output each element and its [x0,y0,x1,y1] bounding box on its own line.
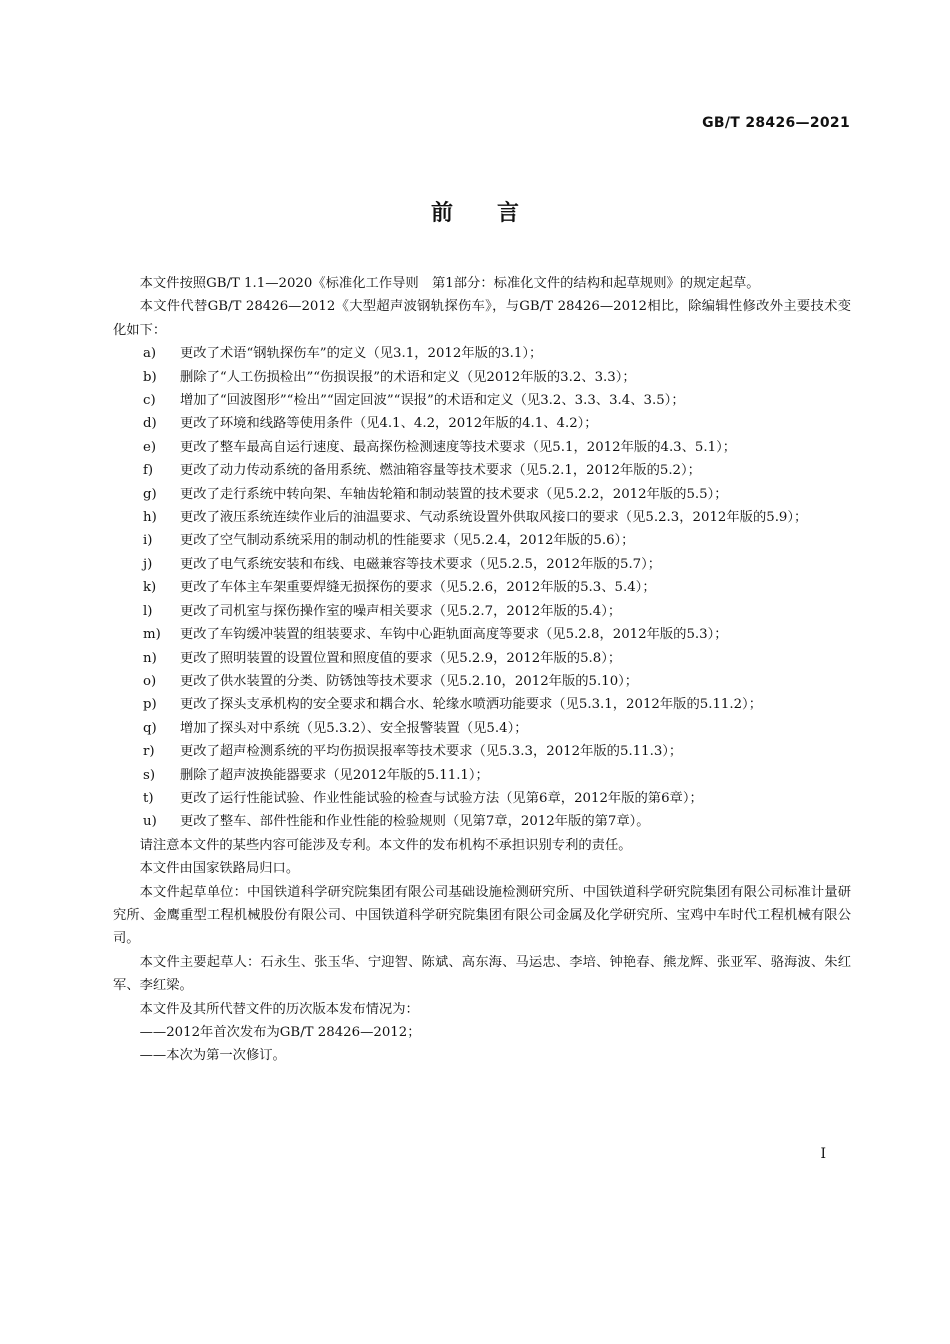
list-marker: g) [143,486,157,502]
list-item [113,529,851,552]
history-item: ——本次为第一次修订。 [139,1048,286,1064]
list-item-text: 更改了动力传动系统的备用系统、燃油箱容量等技术要求（见5.2.1，2012年版的5.2）； [180,463,701,479]
list-item-text: 更改了整车最高自运行速度、最高探伤检测速度等技术要求（见5.1，2012年版的4.3、5.1）； [180,439,737,455]
list-item [113,623,851,646]
list-item-text: 更改了走行系统中转向架、车轴齿轮箱和制动装置的技术要求（见5.2.2，2012年版的5.5）； [180,486,728,502]
list-item [113,600,851,623]
change-list [113,342,851,834]
list-item [113,366,851,389]
page-number: I [820,1146,826,1162]
list-item [113,506,851,529]
list-marker: p) [143,697,157,713]
list-marker: n) [143,650,157,666]
list-marker: h) [143,510,157,526]
list-item-text: 更改了电气系统安装和布线、电磁兼容等技术要求（见5.2.5，2012年版的5.7）； [180,556,662,572]
list-item [113,436,851,459]
paragraph: 本文件按照GB/T 1.1—2020《标准化工作导则 第1部分：标准化文件的结构和起草规则》的规定起草。 [139,276,760,291]
list-item [113,553,851,576]
list-marker: u) [143,814,157,830]
list-item-text: 更改了术语“钢轨探伤车”的定义（见3.1，2012年版的3.1）； [180,346,543,362]
list-item [113,576,851,599]
history-item: ——2012年首次发布为GB/T 28426—2012； [139,1025,421,1040]
list-item-text: 更改了运行性能试验、作业性能试验的检查与试验方法（见第6章，2012年版的第6章）； [180,790,703,806]
list-item-text: 更改了车钩缓冲装置的组装要求、车钩中心距轨面高度等要求（见5.2.8，2012年版的5.3）； [180,627,728,643]
list-marker: j) [143,556,153,572]
list-item-text: 更改了司机室与探伤操作室的噪声相关要求（见5.2.7，2012年版的5.4）； [180,603,622,619]
list-marker: o) [143,673,157,689]
list-item-text: 增加了“回波图形”“检出”“固定回波”“误报”的术语和定义（见3.2、3.3、3.4、3.5）； [180,393,685,409]
list-item [113,483,851,506]
list-marker: b) [143,369,157,385]
list-item-text: 更改了整车、部件性能和作业性能的检验规则（见第7章，2012年版的第7章）。 [180,814,650,830]
list-marker: q) [143,720,157,736]
list-marker: l) [143,603,153,619]
list-marker: a) [143,346,157,362]
list-item-text: 更改了探头支承机构的安全要求和耦合水、轮缘水喷洒功能要求（见5.3.1，2012年版的5.11.2）； [180,697,763,713]
list-item [113,389,851,412]
list-item-text: 更改了供水装置的分类、防锈蚀等技术要求（见5.2.10，2012年版的5.10）； [180,673,639,689]
list-item-text: 更改了环境和线路等使用条件（见4.1、4.2，2012年版的4.1、4.2）； [180,416,598,432]
list-item-text: 增加了探头对中系统（见5.3.2）、安全报警装置（见5.4）； [180,720,528,736]
standard-number: GB/T 28426—2021 [702,115,850,131]
list-item-text: 更改了照明装置的设置位置和照度值的要求（见5.2.9，2012年版的5.8）； [180,650,622,666]
list-marker: t) [143,790,154,806]
patent-notice: 请注意本文件的某些内容可能涉及专利。本文件的发布机构不承担识别专利的责任。 [139,837,632,853]
drafters: 本文件主要起草人：石永生、张玉华、宁迎智、陈斌、高东海、马运忠、李培、钟艳春、熊龙辉、张亚军、骆海波、朱红军、李红梁。 [113,954,851,994]
list-marker: e) [143,439,157,455]
list-item [113,810,851,833]
list-marker: k) [143,580,157,596]
list-marker: f) [143,463,154,479]
list-item-text: 删除了超声波换能器要求（见2012年版的5.11.1）； [180,767,489,783]
list-marker: c) [143,393,156,409]
foreword-body [113,272,851,1068]
paragraph: 本文件由国家铁路局归口。 [139,861,300,877]
drafting-units: 本文件起草单位：中国铁道科学研究院集团有限公司基础设施检测研究所、中国铁道科学研究院集团有限公司标准计量研究所、金鹰重型工程机械股份有限公司、中国铁道科学研究院集团有限公司金属及化学研究所、宝鸡中车时代工程机械有限公司。 [113,884,851,947]
list-item [113,459,851,482]
list-item [113,764,851,787]
list-marker: r) [143,744,155,760]
list-item [113,787,851,810]
list-item [113,740,851,763]
list-marker: m) [143,627,161,643]
list-marker: i) [143,533,153,549]
list-item [113,342,851,365]
list-marker: s) [143,767,156,783]
list-item [113,693,851,716]
list-item-text: 更改了空气制动系统采用的制动机的性能要求（见5.2.4，2012年版的5.6）； [180,533,635,549]
list-item [113,717,851,740]
paragraph: 本文件及其所代替文件的历次版本发布情况为： [139,1001,419,1017]
paragraph: 本文件代替GB/T 28426—2012《大型超声波钢轨探伤车》，与GB/T 28426—2012相比，除编辑性修改外主要技术变化如下： [113,299,851,338]
list-marker: d) [143,416,157,432]
page-title: 前言 [430,201,563,226]
list-item [113,412,851,435]
list-item-text: 更改了车体主车架重要焊缝无损探伤的要求（见5.2.6，2012年版的5.3、5.4）； [180,580,656,596]
list-item [113,647,851,670]
list-item [113,670,851,693]
list-item-text: 更改了超声检测系统的平均伤损误报率等技术要求（见5.3.3，2012年版的5.11.3）； [180,744,683,760]
list-item-text: 更改了液压系统连续作业后的油温要求、气动系统设置外供取风接口的要求（见5.2.3，2012年版的5.9）； [180,510,808,526]
list-item-text: 删除了“人工伤损检出”“伤损误报”的术语和定义（见2012年版的3.2、3.3）； [180,369,636,385]
